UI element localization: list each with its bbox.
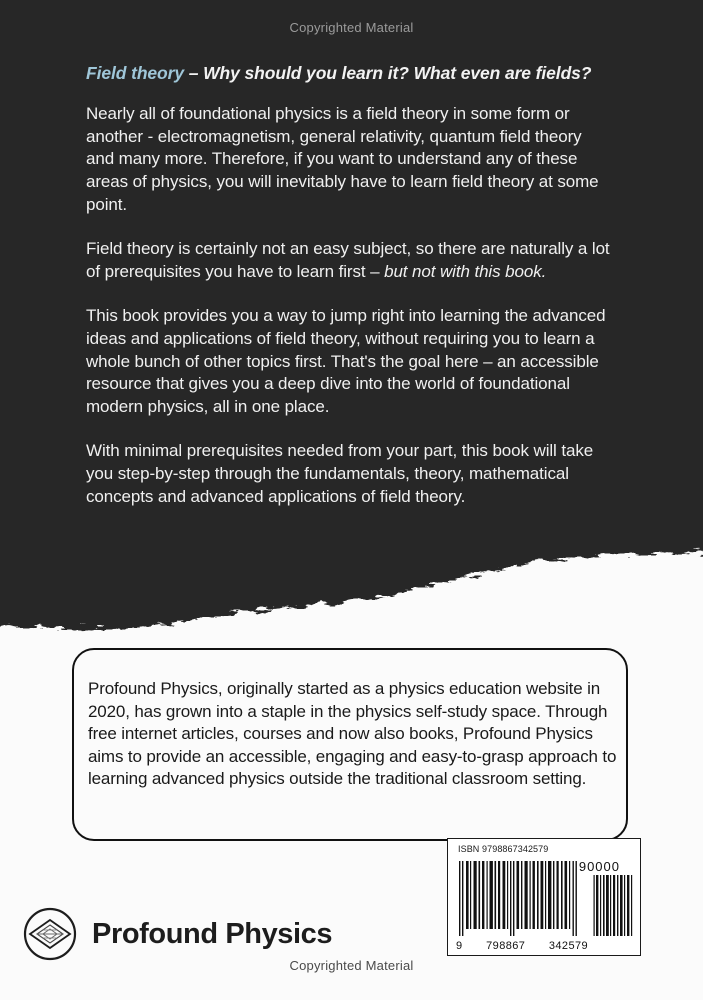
headline-rest-text: – Why should you learn it? What even are fields?: [183, 63, 592, 83]
blurb-paragraph-4: With minimal prerequisites needed from your part, this book will take you step-by-step through the fundamentals, theory, mathematical concepts and advanced applications of field theory.: [86, 441, 594, 506]
about-publisher-text: Profound Physics, originally started as a physics education website in 2020, has grown into a staple in the physics self-study space. Through free internet articles, courses and now also books, Profound Physics aims to provide an accessible, engaging and easy-to-grasp approach to learning advanced physics outside the traditional classroom setting.: [88, 679, 617, 789]
copyright-watermark-bottom: Copyrighted Material: [289, 958, 414, 973]
blurb-paragraph-2-italic: but not with this book.: [384, 261, 547, 281]
barcode-digit-left: 9: [456, 940, 463, 952]
barcode-addon-label: 90000: [578, 859, 620, 874]
barcode-digit-group-1: 798867: [486, 940, 526, 952]
blurb-paragraph-2: [86, 238, 614, 283]
back-cover-blurb: [86, 62, 614, 530]
blurb-paragraph-2-text: Field theory is certainly not an easy subject, so there are naturally a lot of prerequisites you have to learn first –: [86, 239, 610, 281]
copyright-watermark-top: Copyrighted Material: [289, 20, 414, 35]
headline-accent-text: Field theory: [86, 63, 184, 83]
isbn-label: ISBN 9798867342579: [458, 844, 549, 854]
blurb-paragraph-1: Nearly all of foundational physics is a field theory in some form or another - electromagnetism, general relativity, quantum field theory and many more. Therefore, if you want to understand any of these areas of physics, you will inevitably have to learn field theory at some point.: [86, 104, 599, 214]
barcode-digit-group-2: 342579: [548, 940, 588, 952]
publisher-name: Profound Physics: [92, 917, 333, 950]
barcode-bars-main: [458, 861, 580, 936]
barcode-bars-addon: [593, 875, 633, 936]
diamond-in-circle-icon: [22, 906, 78, 962]
blurb-headline: [86, 62, 614, 85]
barcode-block: [447, 838, 641, 956]
publisher-logo: [22, 906, 332, 962]
barcode-digits: [456, 940, 588, 952]
blurb-paragraph-3: This book provides you a way to jump right into learning the advanced ideas and applications of field theory, without requiring you to learn a whole bunch of other topics first. That's the goal here – an accessible resource that gives you a deep dive into the world of foundational modern physics, all in one place.: [86, 306, 606, 416]
